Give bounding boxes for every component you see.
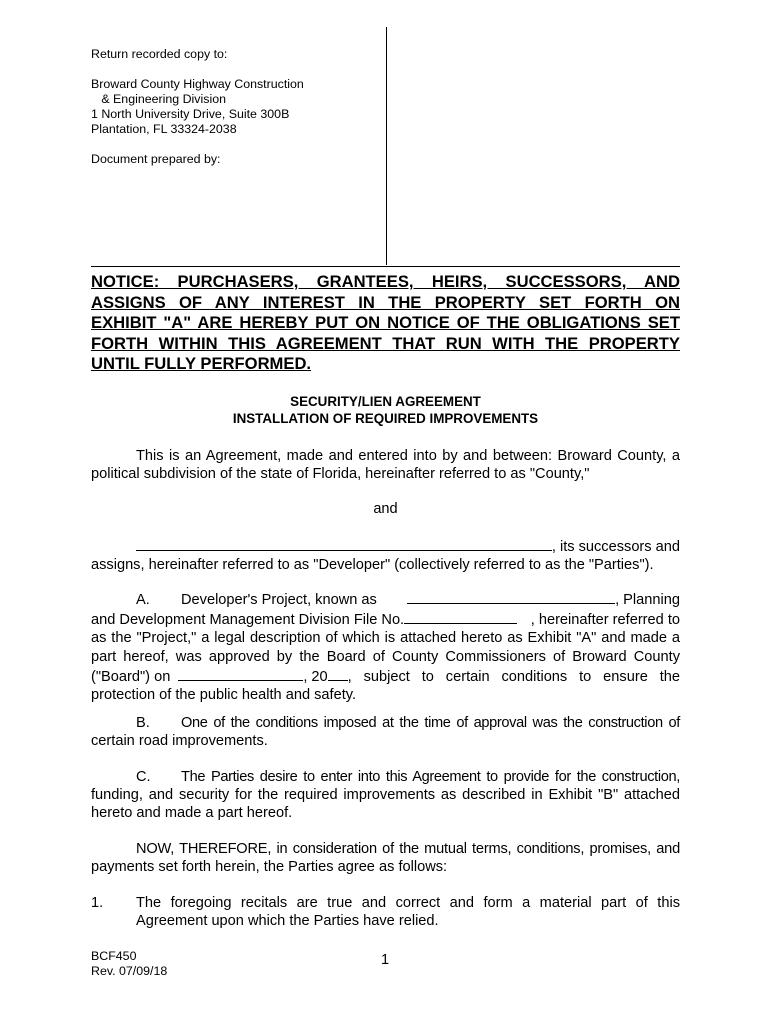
paragraph-a (91, 589, 680, 704)
address-line-4: Plantation, FL 33324-2038 (91, 122, 237, 136)
para-a-line-6: protection of the public health and safety. (91, 687, 357, 704)
footer-form-info (91, 949, 291, 979)
header-vertical-divider (386, 27, 387, 265)
title-line-1: SECURITY/LIEN AGREEMENT (290, 394, 481, 409)
notice-line: NOTICE: PURCHASERS, GRANTEES, HEIRS, SUCCESSORS, AND (91, 272, 680, 291)
para-b-line-1 (91, 714, 680, 732)
para-a-label: A. (136, 592, 150, 608)
footer-form-code: BCF450 (91, 949, 137, 963)
intro-paragraph (91, 447, 680, 483)
para-b-line-1-text: One of the conditions imposed at the time of approval was the construction of (181, 715, 680, 731)
prepared-by-label: Document prepared by: (91, 152, 221, 166)
now-therefore-paragraph (91, 840, 680, 876)
notice-block (91, 272, 680, 375)
para-a-line-2-head: and Development Management Division File No. (91, 612, 405, 629)
return-address-block (91, 47, 371, 167)
address-line-3: 1 North University Drive, Suite 300B (91, 107, 290, 121)
paragraph-c (91, 768, 680, 823)
paragraph-b (91, 714, 680, 750)
notice-line: EXHIBIT "A" ARE HEREBY PUT ON NOTICE OF THE OBLIGATIONS SET (91, 313, 680, 332)
developer-party-line-2: assigns, hereinafter referred to as "Developer" (collectively referred to as the "Parties"). (91, 557, 654, 574)
approval-date-blank[interactable] (178, 666, 303, 681)
now-therefore-line-2: payments set forth herein, the Parties agree as follows: (91, 859, 448, 876)
para-c-line-1 (91, 768, 680, 786)
para-a-line-5-head: ("Board") on (91, 668, 171, 685)
item-1-line-1-text: The foregoing recitals are true and correct and form a material part of this (136, 895, 680, 911)
project-name-blank[interactable] (407, 589, 615, 604)
page-number: 1 (380, 952, 390, 968)
item-1-line-1 (91, 894, 680, 912)
para-a-line-1-tail: , Planning (615, 592, 680, 608)
approval-year-blank[interactable] (328, 666, 348, 681)
numbered-item-1 (91, 894, 680, 930)
notice-line: ASSIGNS OF ANY INTEREST IN THE PROPERTY SET FORTH ON (91, 292, 680, 312)
para-a-line-1-head: Developer's Project, known as (181, 592, 377, 608)
address-line-2: & Engineering Division (91, 92, 226, 106)
and-connector: and (373, 501, 398, 517)
para-b-label: B. (136, 715, 150, 731)
para-b-line-2: certain road improvements. (91, 733, 268, 750)
now-therefore-line-1-text: NOW, THEREFORE, in consideration of the mutual terms, conditions, promises, and (136, 841, 680, 857)
developer-party-paragraph (91, 536, 680, 574)
para-a-line-2-tail: , hereinafter referred to (530, 612, 680, 629)
para-c-label: C. (136, 769, 151, 785)
intro-line-1-text: This is an Agreement, made and entered into by and between: Broward County, a (136, 448, 680, 464)
header-horizontal-divider (91, 266, 680, 267)
title-line-2: INSTALLATION OF REQUIRED IMPROVEMENTS (232, 411, 539, 426)
para-a-line-4: part hereof, was approved by the Board of County Commissioners of Broward County (91, 648, 680, 665)
para-a-line-1 (91, 589, 680, 609)
para-a-line-5-tail: , subject to certain conditions to ensure the (347, 668, 680, 685)
para-a-line-3: as the "Project," a legal description of which is attached hereto as Exhibit "A" and made a (91, 630, 680, 647)
para-c-line-2: funding, and security for the required improvements as described in Exhibit "B" attached (91, 787, 680, 804)
developer-party-line-1 (91, 536, 680, 556)
intro-line-2: political subdivision of the state of Florida, hereinafter referred to as "County," (91, 466, 590, 483)
footer-revision: Rev. 07/09/18 (91, 964, 168, 978)
developer-name-blank[interactable] (136, 536, 552, 551)
address-line-1: Broward County Highway Construction (91, 77, 304, 91)
return-label: Return recorded copy to: (91, 47, 228, 61)
para-c-line-1-text: The Parties desire to enter into this Agreement to provide for the construction, (181, 769, 680, 785)
document-title (91, 393, 680, 427)
notice-line: FORTH WITHIN THIS AGREEMENT THAT RUN WITH THE PROPERTY (91, 333, 680, 353)
now-therefore-line-1 (91, 840, 680, 858)
notice-line: UNTIL FULLY PERFORMED. (91, 354, 312, 373)
para-a-line-5-mid: , 20 (303, 668, 328, 685)
para-a-line-5 (91, 666, 680, 686)
file-number-blank[interactable] (404, 609, 517, 624)
intro-line-1 (91, 447, 680, 465)
developer-party-tail: , its successors and (551, 539, 680, 555)
item-1-number: 1. (91, 895, 104, 911)
para-c-line-3: hereto and made a part hereof. (91, 805, 293, 822)
para-a-line-2 (91, 609, 680, 629)
item-1-line-2: Agreement upon which the Parties have relied. (136, 913, 439, 930)
